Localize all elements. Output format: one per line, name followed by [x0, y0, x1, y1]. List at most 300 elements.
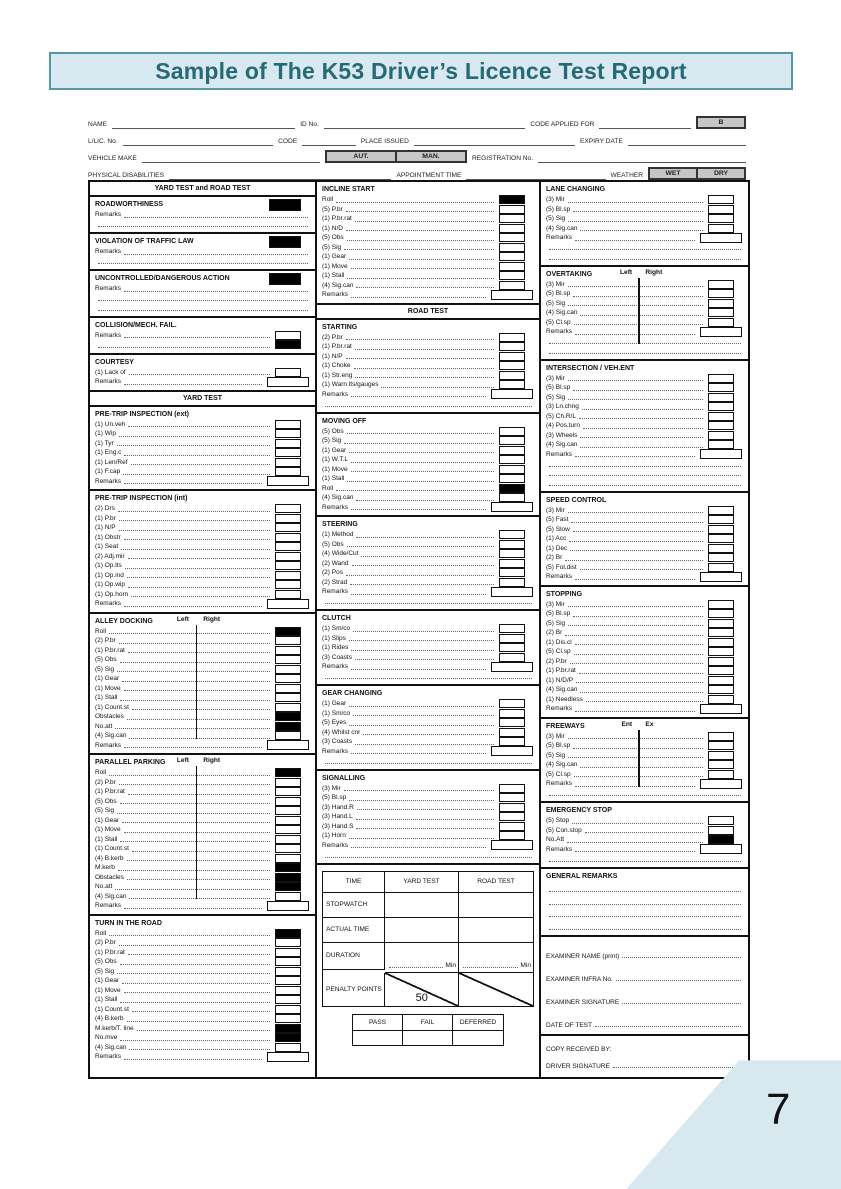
score-box[interactable]: [499, 484, 525, 493]
penalty-road-cell[interactable]: [459, 973, 533, 1006]
vehicle-make-field[interactable]: [142, 153, 320, 163]
score-box[interactable]: [499, 699, 525, 708]
score-box[interactable]: [491, 587, 533, 597]
score-box[interactable]: [499, 224, 525, 233]
form-row: [322, 399, 535, 409]
score-box[interactable]: [708, 421, 734, 430]
score-box[interactable]: [708, 638, 734, 647]
form-row: [95, 561, 311, 571]
score-box[interactable]: [275, 1024, 301, 1033]
score-box[interactable]: [499, 822, 525, 831]
section-title: TURN IN THE ROAD: [95, 919, 162, 927]
score-box[interactable]: [708, 412, 734, 421]
row-label: (3) Coasts: [322, 653, 352, 661]
score-box[interactable]: [499, 465, 525, 474]
score-box[interactable]: [499, 361, 525, 370]
pass-cell[interactable]: [353, 1031, 403, 1045]
dotted-line: [570, 662, 703, 664]
form-row: [322, 281, 535, 291]
id-field[interactable]: [324, 119, 525, 129]
dotted-line: [325, 602, 532, 604]
score-box[interactable]: [499, 271, 525, 280]
score-box[interactable]: [708, 224, 734, 233]
dotted-line: [117, 444, 270, 446]
score-box[interactable]: [499, 653, 525, 662]
dotted-line: [351, 267, 494, 269]
score-box[interactable]: [708, 506, 734, 515]
dotted-line: [325, 762, 532, 764]
score-box[interactable]: [275, 882, 301, 891]
score-box[interactable]: [275, 552, 301, 561]
row-label: (1) N/P: [322, 352, 343, 360]
score-box[interactable]: [275, 835, 301, 844]
score-box[interactable]: [708, 619, 734, 628]
row-label: (5) Sig: [546, 751, 566, 759]
score-box[interactable]: [275, 420, 301, 429]
form-row: [546, 985, 744, 1008]
row-label: (2) P.br: [95, 778, 116, 786]
score-box[interactable]: [708, 826, 734, 835]
score-box[interactable]: [275, 504, 301, 513]
score-box[interactable]: [491, 290, 533, 300]
form-row: [546, 854, 744, 864]
score-box[interactable]: [499, 371, 525, 380]
score-box[interactable]: [499, 427, 525, 436]
score-box[interactable]: [275, 368, 301, 377]
score-box[interactable]: [275, 627, 301, 636]
score-box[interactable]: [708, 770, 734, 779]
form-row: [546, 845, 744, 855]
score-box[interactable]: [499, 793, 525, 802]
score-box[interactable]: [708, 600, 734, 609]
score-box[interactable]: [275, 655, 301, 664]
score-box[interactable]: [708, 609, 734, 618]
row-label: (1) Gear: [95, 675, 120, 683]
score-box[interactable]: [700, 233, 742, 243]
score-box[interactable]: [499, 568, 525, 577]
score-box[interactable]: [499, 578, 525, 587]
score-box[interactable]: [275, 768, 301, 777]
score-box[interactable]: [275, 429, 301, 438]
score-box[interactable]: [275, 703, 301, 712]
score-box[interactable]: [499, 214, 525, 223]
score-box[interactable]: [267, 901, 309, 911]
score-box[interactable]: [499, 195, 525, 204]
row-label: (1) Move: [95, 826, 121, 834]
duration-yard-cell[interactable]: [385, 943, 459, 973]
score-box[interactable]: [275, 439, 301, 448]
road-test-sections: [317, 182, 539, 865]
score-box[interactable]: [275, 712, 301, 721]
dotted-line: [124, 482, 262, 484]
penalty-yard-cell[interactable]: [385, 973, 459, 1006]
score-box[interactable]: [708, 525, 734, 534]
score-box[interactable]: [708, 440, 734, 449]
form-header: [88, 112, 746, 180]
dotted-line: [127, 878, 270, 880]
score-box[interactable]: [708, 299, 734, 308]
divider-label-right: Right: [645, 268, 663, 276]
dotted-line: [355, 376, 494, 378]
score-box[interactable]: [708, 732, 734, 741]
score-box[interactable]: [499, 737, 525, 746]
score-box[interactable]: [275, 995, 301, 1004]
form-row: [546, 440, 744, 450]
score-box[interactable]: [491, 662, 533, 672]
appointment-field[interactable]: [466, 170, 605, 180]
score-box[interactable]: [491, 746, 533, 756]
row-label: (1) N/P: [95, 524, 116, 532]
section-violation-of-traffic-law: [90, 234, 315, 271]
score-box[interactable]: [708, 695, 734, 704]
section-uncontrolled-dangerous-action: [90, 271, 315, 318]
score-box[interactable]: [275, 561, 301, 570]
score-box[interactable]: [275, 986, 301, 995]
score-box[interactable]: [708, 647, 734, 656]
score-box[interactable]: [708, 515, 734, 524]
form-row: [95, 825, 311, 835]
score-box[interactable]: [275, 806, 301, 815]
row-label: Remarks: [95, 1053, 122, 1061]
left-right-divider: [196, 625, 197, 739]
dotted-line: [120, 963, 270, 965]
score-box[interactable]: [275, 514, 301, 523]
score-box[interactable]: [269, 199, 301, 211]
score-box[interactable]: [275, 674, 301, 683]
dotted-line: [127, 718, 270, 720]
score-box[interactable]: [499, 352, 525, 361]
score-box[interactable]: [275, 448, 301, 457]
score-box[interactable]: [708, 289, 734, 298]
form-row: [546, 478, 744, 488]
row-label: Remarks: [95, 378, 122, 386]
score-box[interactable]: [708, 280, 734, 289]
code-applied-field[interactable]: [599, 119, 691, 129]
dotted-line: [325, 677, 532, 679]
score-box[interactable]: [708, 318, 734, 327]
score-box[interactable]: [708, 534, 734, 543]
score-box[interactable]: [269, 273, 301, 285]
score-box[interactable]: [700, 449, 742, 459]
row-label: (1) P.br.rat: [95, 788, 125, 796]
score-box[interactable]: [708, 666, 734, 675]
stopwatch-yard-cell[interactable]: [385, 893, 459, 918]
score-box[interactable]: [275, 646, 301, 655]
left-right-divider: [196, 766, 197, 899]
score-box[interactable]: [499, 333, 525, 342]
score-box[interactable]: [275, 684, 301, 693]
score-box[interactable]: [499, 530, 525, 539]
score-box[interactable]: [708, 214, 734, 223]
score-box[interactable]: [275, 844, 301, 853]
llic-label: L/LIC. No.: [88, 138, 118, 145]
score-box[interactable]: [275, 1014, 301, 1023]
score-box[interactable]: [275, 340, 301, 349]
score-box[interactable]: [275, 1043, 301, 1052]
score-box[interactable]: [275, 665, 301, 674]
score-box[interactable]: [708, 374, 734, 383]
form-row: [95, 636, 311, 646]
form-row: [546, 704, 744, 714]
dotted-line: [117, 972, 270, 974]
row-label: Remarks: [322, 291, 349, 299]
disabilities-field[interactable]: [169, 170, 392, 180]
section-title: PRE-TRIP INSPECTION (int): [95, 495, 188, 502]
score-box[interactable]: [499, 205, 525, 214]
score-box[interactable]: [275, 533, 301, 542]
form-row: [322, 559, 535, 569]
score-box[interactable]: [275, 892, 301, 901]
name-field[interactable]: [112, 119, 295, 129]
fail-cell[interactable]: [403, 1031, 453, 1045]
score-box[interactable]: [275, 816, 301, 825]
dotted-line: [124, 253, 308, 255]
row-label: (1) Method: [322, 531, 354, 539]
score-box[interactable]: [708, 308, 734, 317]
llic-field[interactable]: [123, 136, 273, 146]
duration-road-cell[interactable]: [459, 943, 533, 973]
score-box[interactable]: [267, 377, 309, 387]
row-label: (5) Bl.sp: [546, 384, 571, 392]
score-box[interactable]: [499, 549, 525, 558]
dotted-line: [549, 915, 741, 917]
score-box[interactable]: [499, 559, 525, 568]
score-box[interactable]: [499, 812, 525, 821]
form-row: [546, 760, 744, 770]
form-row: [95, 967, 311, 977]
code-field[interactable]: [302, 136, 356, 146]
form-row: [322, 568, 535, 578]
row-label: (1) N/D: [322, 224, 343, 232]
score-box[interactable]: [700, 327, 742, 337]
row-label: (1) Move: [322, 262, 348, 270]
score-box[interactable]: [708, 205, 734, 214]
form-row: [95, 778, 311, 788]
score-box[interactable]: [491, 502, 533, 512]
score-box[interactable]: [267, 1052, 309, 1062]
score-box[interactable]: [499, 803, 525, 812]
dotted-line: [119, 519, 270, 521]
aut-button[interactable]: AUT.: [325, 150, 397, 163]
score-box[interactable]: [499, 624, 525, 633]
score-box[interactable]: [499, 831, 525, 840]
dotted-line: [98, 299, 308, 301]
score-box[interactable]: [700, 704, 742, 714]
form-row: [95, 806, 311, 816]
score-box[interactable]: [499, 233, 525, 242]
dotted-line: [350, 583, 494, 585]
score-box[interactable]: [275, 731, 301, 740]
form-row: [95, 1014, 311, 1024]
score-box[interactable]: [700, 779, 742, 789]
row-label: (4) Sig.can: [95, 1043, 127, 1051]
expiry-field[interactable]: [628, 136, 746, 146]
score-box[interactable]: [267, 476, 309, 486]
dotted-line: [576, 681, 703, 683]
score-box[interactable]: [499, 281, 525, 290]
score-box[interactable]: [275, 976, 301, 985]
score-box[interactable]: [708, 383, 734, 392]
score-box[interactable]: [275, 863, 301, 872]
score-box[interactable]: [275, 778, 301, 787]
row-label: (1) Dec: [546, 544, 568, 552]
row-label: (1) Stall: [322, 475, 345, 483]
score-box[interactable]: [499, 380, 525, 389]
form-row: [95, 957, 311, 967]
score-box[interactable]: [269, 236, 301, 248]
score-box[interactable]: [708, 544, 734, 553]
score-box[interactable]: [267, 599, 309, 609]
score-box[interactable]: [499, 262, 525, 271]
score-box[interactable]: [275, 797, 301, 806]
dotted-line: [568, 511, 703, 513]
form-row: [95, 929, 311, 939]
score-box[interactable]: [499, 436, 525, 445]
score-box[interactable]: [499, 474, 525, 483]
form-row: [322, 503, 535, 513]
score-box[interactable]: [708, 628, 734, 637]
score-box[interactable]: [275, 1033, 301, 1042]
stopwatch-road-cell[interactable]: [459, 893, 533, 918]
score-box[interactable]: [275, 948, 301, 957]
row-label: (5) Obs: [322, 427, 344, 435]
row-label: (1) Stall: [95, 996, 118, 1004]
score-box[interactable]: [708, 195, 734, 204]
score-box[interactable]: [708, 402, 734, 411]
score-box[interactable]: [708, 563, 734, 572]
row-label: No.att: [95, 722, 113, 730]
form-row: [546, 628, 744, 638]
score-box[interactable]: [275, 467, 301, 476]
score-box[interactable]: [275, 571, 301, 580]
score-box[interactable]: [708, 685, 734, 694]
score-box[interactable]: [275, 787, 301, 796]
score-box[interactable]: [275, 957, 301, 966]
row-label: (3) Mir: [546, 196, 565, 204]
dotted-line: [580, 568, 703, 570]
score-box[interactable]: [700, 844, 742, 854]
form-row: [95, 863, 311, 873]
dotted-line: [568, 304, 703, 306]
score-box[interactable]: [499, 709, 525, 718]
form-row: [95, 1005, 311, 1015]
score-box[interactable]: [275, 580, 301, 589]
row-label: (2) Br: [546, 629, 563, 637]
score-box[interactable]: [708, 751, 734, 760]
score-box[interactable]: [275, 854, 301, 863]
score-box[interactable]: [275, 331, 301, 340]
score-box[interactable]: [499, 455, 525, 464]
deferred-cell[interactable]: [453, 1031, 503, 1045]
form-row: [546, 195, 744, 205]
row-label: Remarks: [546, 328, 573, 336]
score-box[interactable]: [275, 967, 301, 976]
score-box[interactable]: [499, 243, 525, 252]
wet-button[interactable]: WET: [648, 167, 698, 180]
score-box[interactable]: [275, 929, 301, 938]
score-box[interactable]: [499, 342, 525, 351]
dotted-line: [131, 595, 270, 597]
code-b-box[interactable]: B: [696, 116, 746, 129]
form-row: [546, 299, 744, 309]
dotted-line: [349, 705, 494, 707]
score-box[interactable]: [275, 636, 301, 645]
form-row: [95, 873, 311, 883]
row-label: (1) Stall: [95, 694, 118, 702]
score-box[interactable]: [275, 693, 301, 702]
actual-time-road-cell[interactable]: [459, 918, 533, 943]
score-box[interactable]: [708, 657, 734, 666]
score-box[interactable]: [491, 389, 533, 399]
form-row: [95, 340, 311, 350]
yard-test-column: [90, 182, 317, 1077]
dotted-line: [124, 907, 262, 909]
man-button[interactable]: MAN.: [397, 150, 467, 163]
score-box[interactable]: [491, 840, 533, 850]
actual-time-yard-cell[interactable]: [385, 918, 459, 943]
score-box[interactable]: [708, 760, 734, 769]
place-issued-field[interactable]: [414, 136, 575, 146]
score-box[interactable]: [700, 572, 742, 582]
registration-field[interactable]: [538, 153, 746, 163]
form-row: [95, 420, 311, 430]
score-box[interactable]: [499, 728, 525, 737]
form-row: [546, 563, 744, 573]
score-box[interactable]: [275, 1005, 301, 1014]
form-row: [322, 465, 535, 475]
score-box[interactable]: [275, 458, 301, 467]
score-box[interactable]: [275, 825, 301, 834]
score-box[interactable]: [499, 252, 525, 261]
score-box[interactable]: [275, 542, 301, 551]
dotted-line: [349, 258, 494, 260]
score-box[interactable]: [708, 676, 734, 685]
score-box[interactable]: [708, 431, 734, 440]
score-box[interactable]: [499, 446, 525, 455]
score-box[interactable]: [499, 718, 525, 727]
score-box[interactable]: [708, 741, 734, 750]
score-box[interactable]: [275, 722, 301, 731]
row-label: Remarks: [322, 841, 349, 849]
form-row: [95, 722, 311, 732]
score-box[interactable]: [275, 873, 301, 882]
dotted-line: [124, 383, 262, 385]
score-box[interactable]: [267, 740, 309, 750]
score-box[interactable]: [708, 393, 734, 402]
score-box[interactable]: [499, 784, 525, 793]
dotted-line: [347, 480, 494, 482]
row-label: (3) Mir: [546, 600, 565, 608]
score-box[interactable]: [499, 634, 525, 643]
score-box[interactable]: [499, 540, 525, 549]
form-row: [95, 429, 311, 439]
score-box[interactable]: [708, 816, 734, 825]
score-box[interactable]: [499, 493, 525, 502]
form-row: [322, 578, 535, 588]
dry-button[interactable]: DRY: [698, 167, 746, 180]
row-label: (5) Obs: [322, 234, 344, 242]
score-box[interactable]: [275, 938, 301, 947]
score-box[interactable]: [708, 553, 734, 562]
score-box[interactable]: [499, 643, 525, 652]
score-box[interactable]: [708, 835, 734, 844]
dotted-line: [336, 201, 494, 203]
expiry-label: EXPIRY DATE: [579, 138, 623, 145]
form-row: [95, 816, 311, 826]
dotted-line: [346, 229, 494, 231]
score-box[interactable]: [275, 523, 301, 532]
score-box[interactable]: [275, 590, 301, 599]
